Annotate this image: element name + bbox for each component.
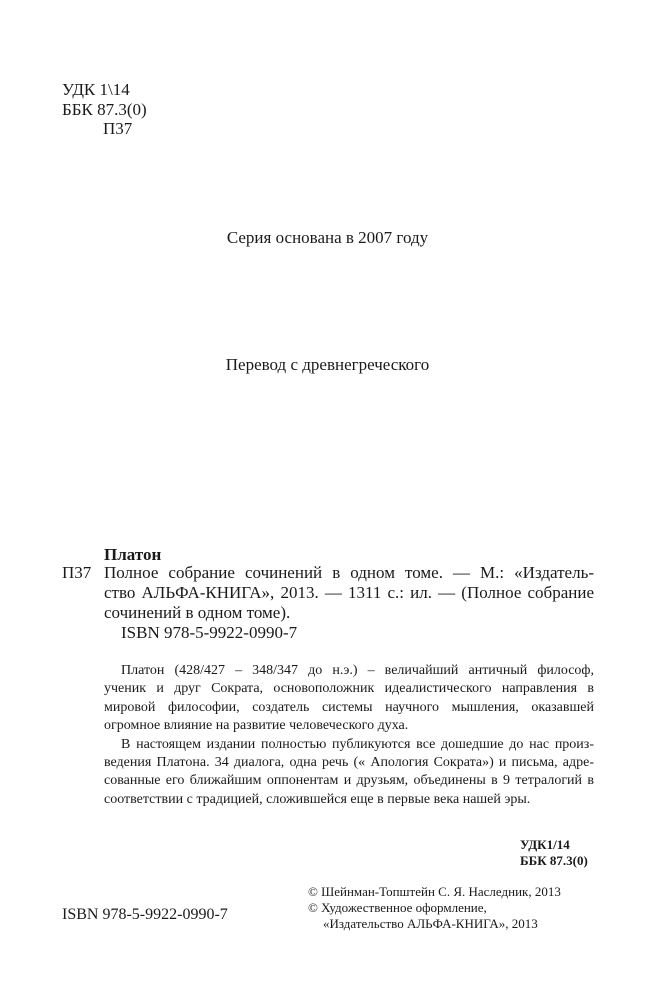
annotation-line: огромное влияние на развитие человеческого духа. xyxy=(104,718,409,734)
copyright-line: © Художественное оформление, xyxy=(308,900,487,915)
copyright-line: «Издательство АЛЬФА-КНИГА», 2013 xyxy=(323,916,538,931)
bottom-bbk: ББК 87.3(0) xyxy=(520,853,588,868)
translation-note: Перевод с древнегреческого xyxy=(225,355,430,374)
bottom-isbn: ISBN 978-5-9922-0990-7 xyxy=(62,906,228,923)
entry-author: Платон xyxy=(104,545,162,564)
annotation-line: соответствии с традицией, сложившейся еще в первые века нашей эры. xyxy=(104,791,531,807)
series-note: Серия основана в 2007 году xyxy=(226,228,429,247)
author-mark: П37 xyxy=(103,119,133,138)
entry-line: ство АЛЬФА-КНИГА», 2013. — 1311 с.: ил. — (Полное собрание xyxy=(104,583,594,602)
annotation-line: сованные его ближайшим оппонентам и друзьям, объединены в 9 тетралогий в xyxy=(104,773,594,789)
bottom-classification xyxy=(520,837,588,869)
entry-author-mark: П37 xyxy=(62,563,92,582)
annotation-line: ведения Платона. 34 диалога, одна речь (« Апология Сократа») и письма, адре- xyxy=(104,754,594,770)
entry-line: Полное собрание сочинений в одном томе. — М.: «Издатель- xyxy=(104,563,594,582)
entry-isbn: ISBN 978-5-9922-0990-7 xyxy=(121,623,298,642)
bbk-code: ББК 87.3(0) xyxy=(62,100,147,119)
copyright-block xyxy=(308,884,561,932)
copyright-line: © Шейнман-Топштейн С. Я. Наследник, 2013 xyxy=(308,884,561,899)
annotation xyxy=(104,662,594,809)
classification-block xyxy=(62,80,147,120)
annotation-line: мировой философии, создатель системы научного мышления, оказавшей xyxy=(104,699,594,715)
annotation-line: В настоящем издании полностью публикуются все дошедшие до нас произ- xyxy=(121,736,594,752)
bottom-udk: УДК1/14 xyxy=(520,837,570,852)
annotation-line: Платон (428/427 – 348/347 до н.э.) – величайший античный философ, xyxy=(121,663,594,678)
entry-line: сочинений в одном томе). xyxy=(104,603,291,622)
udk-code: УДК 1\14 xyxy=(62,80,130,99)
annotation-line: ученик и друг Сократа, основоположник идеалистического направления в xyxy=(104,681,594,697)
entry-description xyxy=(104,563,594,623)
